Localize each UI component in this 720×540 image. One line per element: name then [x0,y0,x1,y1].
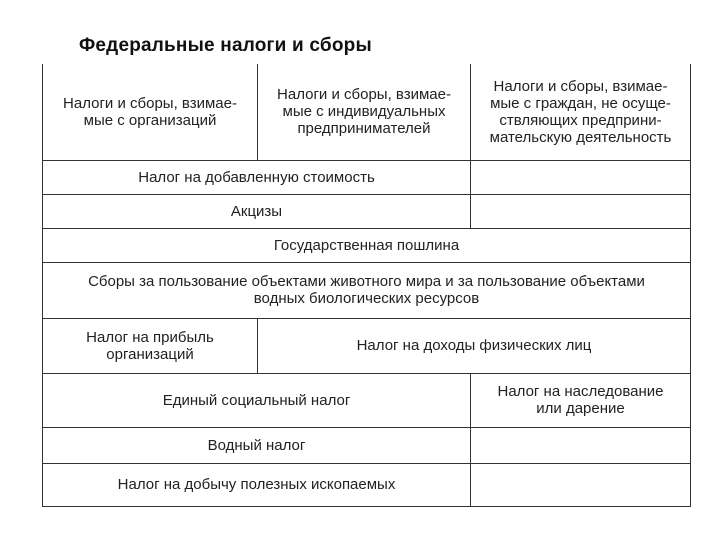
empty-cell [471,427,691,463]
header-citizens-line1: Налоги и сборы, взимае- [493,77,668,95]
wildlife-fees-cell [43,262,691,318]
header-entrepreneurs [258,64,471,160]
header-entrepreneurs-text [277,86,451,137]
water-tax-cell: Водный налог [43,427,471,463]
profit-tax-line1: Налог на прибыль [86,328,214,346]
profit-tax-cell [43,318,258,373]
empty-cell [471,463,691,506]
income-tax-cell: Налог на доходы физических лиц [258,318,691,373]
mineral-tax-cell: Налог на добычу полезных ископаемых [43,463,471,506]
inheritance-tax-line2: или дарение [536,400,625,417]
header-citizens-text [490,78,672,146]
header-organizations [43,64,258,160]
header-citizens-line3: ствляющих предприни- [499,111,662,129]
wildlife-fees-line2: водных биологических ресурсов [253,290,480,307]
table-row-social-inheritance [43,373,691,427]
header-entrepreneurs-line3: предпринимателей [297,120,431,138]
social-tax-cell: Единый социальный налог [43,373,471,427]
header-citizens-line4: мательскую деятельность [489,128,672,146]
table-row-mineral-tax [43,463,691,506]
table-row-state-duty [43,228,691,262]
page-title: Федеральные налоги и сборы [79,35,372,56]
excise-cell: Акцизы [43,194,471,228]
inheritance-tax-cell [471,373,691,427]
wildlife-fees-line1: Сборы за пользование объектами животного мира и за пользование объектами [88,273,645,290]
header-organizations-line2: мые с организаций [83,111,217,129]
header-organizations-text [63,95,237,129]
table-row-wildlife-fees [43,262,691,318]
table-row-vat [43,160,691,194]
table-row-profit-income [43,318,691,373]
header-organizations-line1: Налоги и сборы, взимае- [63,94,237,112]
header-entrepreneurs-line1: Налоги и сборы, взимае- [277,86,451,104]
header-entrepreneurs-line2: мые с индивидуальных [282,103,446,121]
vat-cell: Налог на добавленную стоимость [43,160,471,194]
empty-cell [471,194,691,228]
state-duty-cell: Государственная пошлина [43,228,691,262]
profit-tax-line2: организаций [106,345,194,363]
header-row [43,64,691,160]
table-row-water-tax [43,427,691,463]
header-citizens-line2: мые с граждан, не осуще- [490,94,671,112]
empty-cell [471,160,691,194]
inheritance-tax-line1: Налог на наследование [497,383,664,400]
table-row-excise [43,194,691,228]
federal-taxes-table [42,64,691,507]
header-citizens [471,64,691,160]
